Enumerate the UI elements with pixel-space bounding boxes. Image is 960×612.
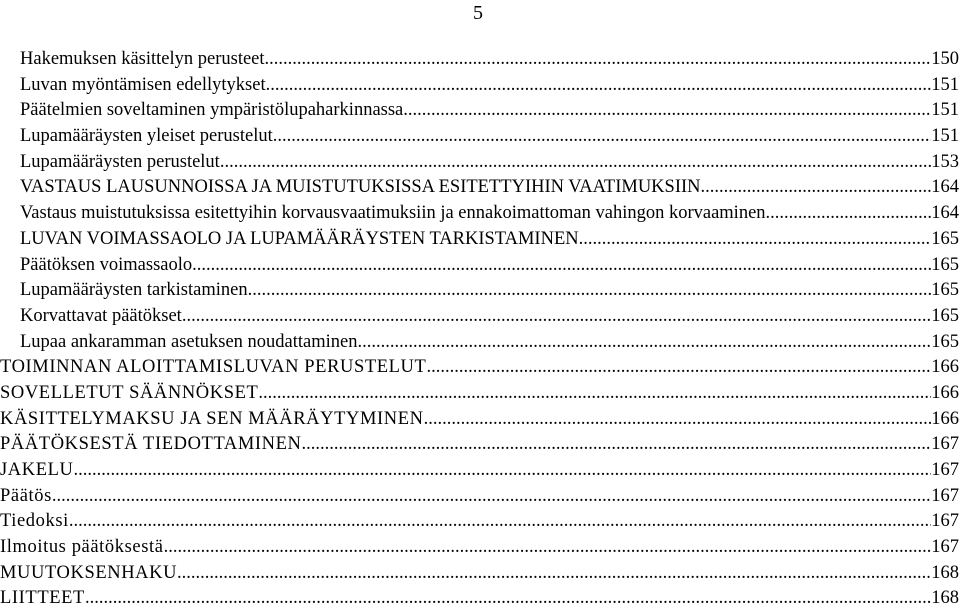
- toc-entry-title: Päätös: [0, 485, 52, 506]
- toc-entry-title: Korvattavat päätökset: [20, 305, 182, 326]
- toc-dot-leader: [73, 458, 931, 484]
- toc-entry[interactable]: [0, 278, 959, 304]
- toc-entry-page: 167: [931, 511, 959, 532]
- toc-dot-leader: [69, 509, 931, 535]
- toc-entry[interactable]: [0, 201, 959, 227]
- toc-dot-leader: [52, 484, 931, 510]
- toc-dot-leader: [182, 304, 931, 330]
- toc-dot-leader: [265, 47, 932, 73]
- toc-entry[interactable]: [0, 432, 959, 458]
- toc-dot-leader: [192, 253, 931, 279]
- toc-entry-page: 165: [931, 280, 959, 301]
- toc-entry-page: 166: [931, 357, 959, 378]
- toc-entry-page: 164: [931, 203, 959, 224]
- toc-entry-page: 167: [931, 460, 959, 480]
- toc-entry-page: 151: [931, 74, 959, 95]
- toc-dot-leader: [358, 330, 932, 356]
- toc-entry[interactable]: [0, 561, 959, 587]
- page-number: 5: [473, 2, 483, 24]
- toc-entry-title: Luvan myöntämisen edellytykset: [20, 74, 266, 95]
- toc-entry[interactable]: [0, 586, 959, 612]
- toc-entry-title: Lupamääräysten tarkistaminen: [20, 280, 248, 301]
- toc-entry-page: 168: [931, 588, 959, 609]
- toc-entry-title: JAKELU: [0, 460, 74, 480]
- toc-entry[interactable]: [0, 150, 959, 176]
- toc-entry-page: 165: [931, 331, 959, 352]
- toc-entry-page: 151: [931, 126, 959, 147]
- toc-entry-title: Tiedoksi: [0, 511, 69, 532]
- toc-entry[interactable]: [0, 484, 959, 510]
- toc-entry-title: PÄÄTÖKSESTÄ TIEDOTTAMINEN: [0, 434, 302, 455]
- toc-entry-page: 165: [931, 254, 959, 275]
- toc-entry[interactable]: [0, 407, 959, 433]
- toc-entry-title: MUUTOKSENHAKU: [0, 562, 178, 583]
- toc-entry[interactable]: [0, 124, 959, 150]
- toc-entry-title: Ilmoitus päätöksestä: [0, 537, 164, 558]
- toc-entry[interactable]: [0, 330, 959, 356]
- toc-entry-title: VASTAUS LAUSUNNOISSA JA MUISTUTUKSISSA ESITETTYIHIN VAATIMUKSIIN: [20, 177, 701, 198]
- toc-entry-title: LUVAN VOIMASSAOLO JA LUPAMÄÄRÄYSTEN TARKISTAMINEN: [20, 228, 579, 249]
- toc-entry-page: 164: [931, 177, 959, 198]
- toc-entry-title: Päätelmien soveltaminen ympäristölupaharkinnassa: [20, 100, 404, 121]
- toc-entry[interactable]: [0, 73, 959, 99]
- toc-entry[interactable]: [0, 458, 959, 484]
- toc-entry[interactable]: [0, 98, 959, 124]
- toc-dot-leader: [701, 175, 932, 201]
- toc-dot-leader: [220, 150, 931, 176]
- toc-entry-page: 166: [931, 408, 959, 429]
- toc-entry[interactable]: [0, 227, 959, 253]
- toc-entry-title: Vastaus muistutuksissa esitettyihin korvausvaatimuksiin ja ennakoimattoman vahingon korvaaminen: [20, 203, 766, 224]
- toc-entry-title: Lupaa ankaramman asetuksen noudattaminen: [20, 331, 358, 352]
- toc-entry[interactable]: [0, 355, 959, 381]
- toc-entry-page: 165: [931, 305, 959, 326]
- toc-dot-leader: [424, 407, 932, 433]
- toc-dot-leader: [248, 278, 932, 304]
- toc-entry-page: 167: [931, 485, 959, 506]
- toc-entry-page: 166: [931, 382, 959, 403]
- toc-entry-page: 150: [931, 49, 959, 69]
- toc-dot-leader: [426, 355, 931, 381]
- toc-entry[interactable]: [0, 535, 959, 561]
- toc-entry-page: 165: [931, 228, 959, 249]
- toc-dot-leader: [266, 73, 932, 99]
- toc-entry[interactable]: [0, 509, 959, 535]
- toc-entry[interactable]: [0, 253, 959, 279]
- toc-dot-leader: [403, 98, 931, 124]
- toc-entry-page: 167: [931, 537, 959, 558]
- table-of-contents: [0, 47, 959, 612]
- toc-entry-title: Päätöksen voimassaolo: [20, 254, 193, 275]
- toc-entry-page: 151: [931, 100, 959, 121]
- toc-entry-title: Lupamääräysten yleiset perustelut: [20, 126, 273, 147]
- toc-dot-leader: [301, 432, 931, 458]
- toc-entry-title: Lupamääräysten perustelut: [20, 151, 220, 172]
- toc-entry[interactable]: [0, 47, 959, 73]
- toc-entry-page: 168: [931, 562, 959, 583]
- toc-entry[interactable]: [0, 175, 959, 201]
- toc-entry[interactable]: [0, 381, 959, 407]
- toc-entry[interactable]: [0, 304, 959, 330]
- toc-entry-title: KÄSITTELYMAKSU JA SEN MÄÄRÄYTYMINEN: [0, 408, 424, 429]
- toc-dot-leader: [579, 227, 932, 253]
- toc-dot-leader: [164, 535, 932, 561]
- toc-entry-title: LIITTEET: [0, 588, 85, 609]
- toc-dot-leader: [273, 124, 932, 150]
- toc-dot-leader: [85, 586, 931, 612]
- toc-dot-leader: [177, 561, 931, 587]
- toc-dot-leader: [258, 381, 931, 407]
- toc-entry-page: 153: [931, 151, 959, 172]
- toc-entry-title: SOVELLETUT SÄÄNNÖKSET: [0, 382, 259, 403]
- toc-entry-title: Hakemuksen käsittelyn perusteet: [20, 49, 265, 69]
- toc-entry-page: 167: [931, 434, 959, 455]
- toc-dot-leader: [766, 201, 932, 227]
- toc-entry-title: TOIMINNAN ALOITTAMISLUVAN PERUSTELUT: [0, 357, 427, 378]
